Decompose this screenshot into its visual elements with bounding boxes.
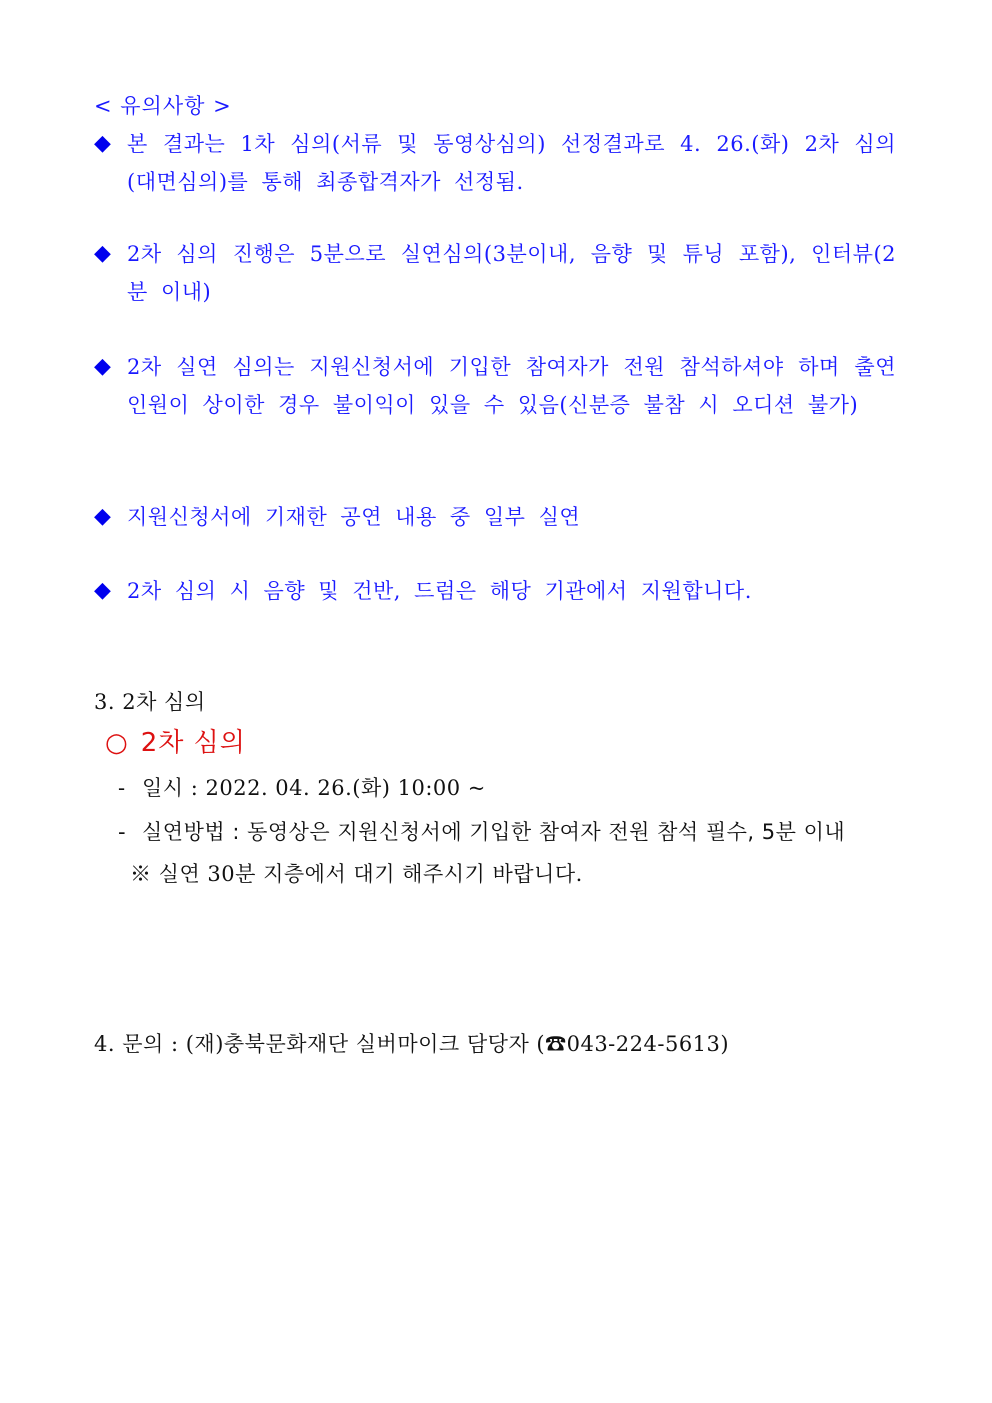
notice-item (94, 498, 896, 536)
notice-item (94, 348, 896, 424)
notice-item-text: 2차 실연 심의는 지원신청서에 기입한 참여자가 전원 참석하셔야 하며 출연 인원이 상이한 경우 불이익이 있을 수 있음(신분증 불참 시 오디션 불가) (127, 355, 896, 417)
diamond-bullet-icon: ◆ (94, 241, 111, 266)
performance-method-text: 실연방법 : 동영상은 지원신청서에 기입한 참여자 전원 참석 필수, 5분 이내 (142, 820, 846, 844)
section-3-subtitle (105, 722, 246, 759)
notice-item (94, 572, 896, 610)
subtitle-text: 2차 심의 (140, 728, 246, 758)
diamond-bullet-icon: ◆ (94, 354, 111, 379)
notice-item-text: 2차 심의 진행은 5분으로 실연심의(3분이내, 음향 및 튜닝 포함), 인터뷰(2분 이내) (127, 242, 896, 304)
diamond-bullet-icon: ◆ (94, 578, 111, 603)
notice-item-text: 본 결과는 1차 심의(서류 및 동영상심의) 선정결과로 4. 26.(화) 2차 심의(대면심의)를 통해 최종합격자가 선정됨. (127, 132, 896, 194)
schedule-date (118, 772, 486, 802)
notice-item-text: 지원신청서에 기재한 공연 내용 중 일부 실연 (127, 505, 581, 529)
dash-marker: - (118, 820, 127, 844)
performance-method (118, 816, 845, 846)
diamond-bullet-icon: ◆ (94, 504, 111, 529)
contact-info: 4. 문의 : (재)충북문화재단 실버마이크 담당자 (☎043-224-5613) (94, 1032, 730, 1056)
schedule-date-text: 일시 : 2022. 04. 26.(화) 10:00 ~ (142, 776, 486, 800)
waiting-note: ※ 실연 30분 지층에서 대기 해주시기 바랍니다. (130, 862, 583, 886)
notice-item (94, 235, 896, 311)
notice-item (94, 125, 896, 201)
notice-item-text: 2차 심의 시 음향 및 건반, 드럼은 해당 기관에서 지원합니다. (127, 579, 752, 603)
notice-header: < 유의사항 > (94, 94, 232, 118)
diamond-bullet-icon: ◆ (94, 131, 111, 156)
section-3-title: 3. 2차 심의 (94, 690, 206, 714)
circle-marker-icon: ○ (105, 728, 129, 758)
dash-marker: - (118, 776, 126, 800)
